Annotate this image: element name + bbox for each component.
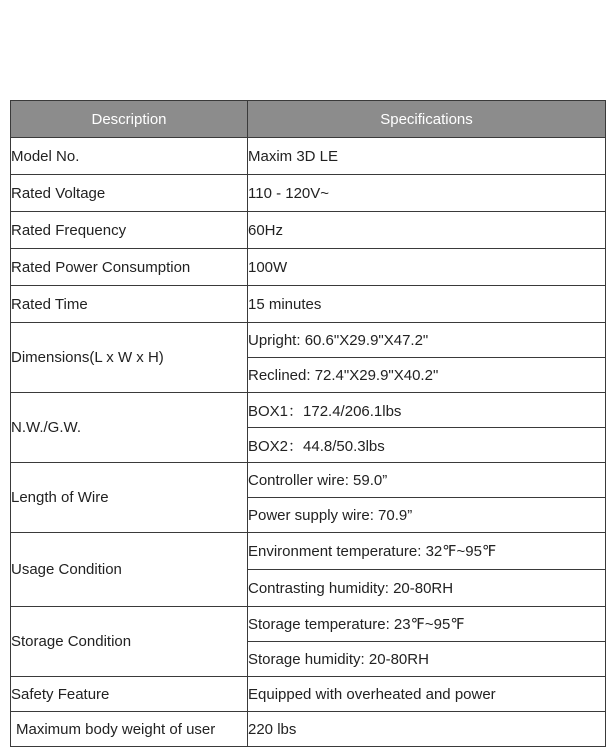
table-row-frequency (11, 212, 606, 249)
row-value: Storage temperature: 23℉~95℉ (248, 607, 606, 642)
row-label: Rated Power Consumption (11, 249, 248, 286)
row-value: BOX2：44.8/50.3lbs (248, 428, 606, 463)
table-row-storage (11, 607, 606, 642)
row-value: BOX1：172.4/206.1lbs (248, 393, 606, 428)
row-value: 220 lbs (248, 712, 606, 747)
row-label: Storage Condition (11, 607, 248, 677)
row-label: Model No. (11, 138, 248, 175)
row-value: Power supply wire: 70.9” (248, 498, 606, 533)
row-label: N.W./G.W. (11, 393, 248, 463)
row-value: 110 - 120V~ (248, 175, 606, 212)
row-label: Safety Feature (11, 677, 248, 712)
table-row-weight (11, 393, 606, 428)
row-label: Maximum body weight of user (11, 712, 248, 747)
description-header: Description (11, 101, 248, 138)
table-row-wire (11, 463, 606, 498)
table-row-model (11, 138, 606, 175)
row-label: Length of Wire (11, 463, 248, 533)
row-value: Maxim 3D LE (248, 138, 606, 175)
row-value: Contrasting humidity: 20-80RH (248, 570, 606, 607)
row-label: Rated Time (11, 286, 248, 323)
row-value: 100W (248, 249, 606, 286)
row-value: Environment temperature: 32℉~95℉ (248, 533, 606, 570)
row-value: 15 minutes (248, 286, 606, 323)
row-value: Storage humidity: 20-80RH (248, 642, 606, 677)
table-row-max-weight (11, 712, 606, 747)
row-label: Rated Frequency (11, 212, 248, 249)
table-row-time (11, 286, 606, 323)
row-value: Upright: 60.6"X29.9"X47.2" (248, 323, 606, 358)
table-row-dimensions (11, 323, 606, 358)
row-label: Usage Condition (11, 533, 248, 607)
table-row-power (11, 249, 606, 286)
row-value: Controller wire: 59.0” (248, 463, 606, 498)
specifications-header: Specifications (248, 101, 606, 138)
specifications-table (10, 100, 606, 747)
row-value: Equipped with overheated and power (248, 677, 606, 712)
row-value: 60Hz (248, 212, 606, 249)
row-label: Rated Voltage (11, 175, 248, 212)
table-row-voltage (11, 175, 606, 212)
table-row-safety (11, 677, 606, 712)
row-label: Dimensions(L x W x H) (11, 323, 248, 393)
table-row-usage (11, 533, 606, 570)
table-header-row (11, 101, 606, 138)
row-value: Reclined: 72.4"X29.9"X40.2" (248, 358, 606, 393)
